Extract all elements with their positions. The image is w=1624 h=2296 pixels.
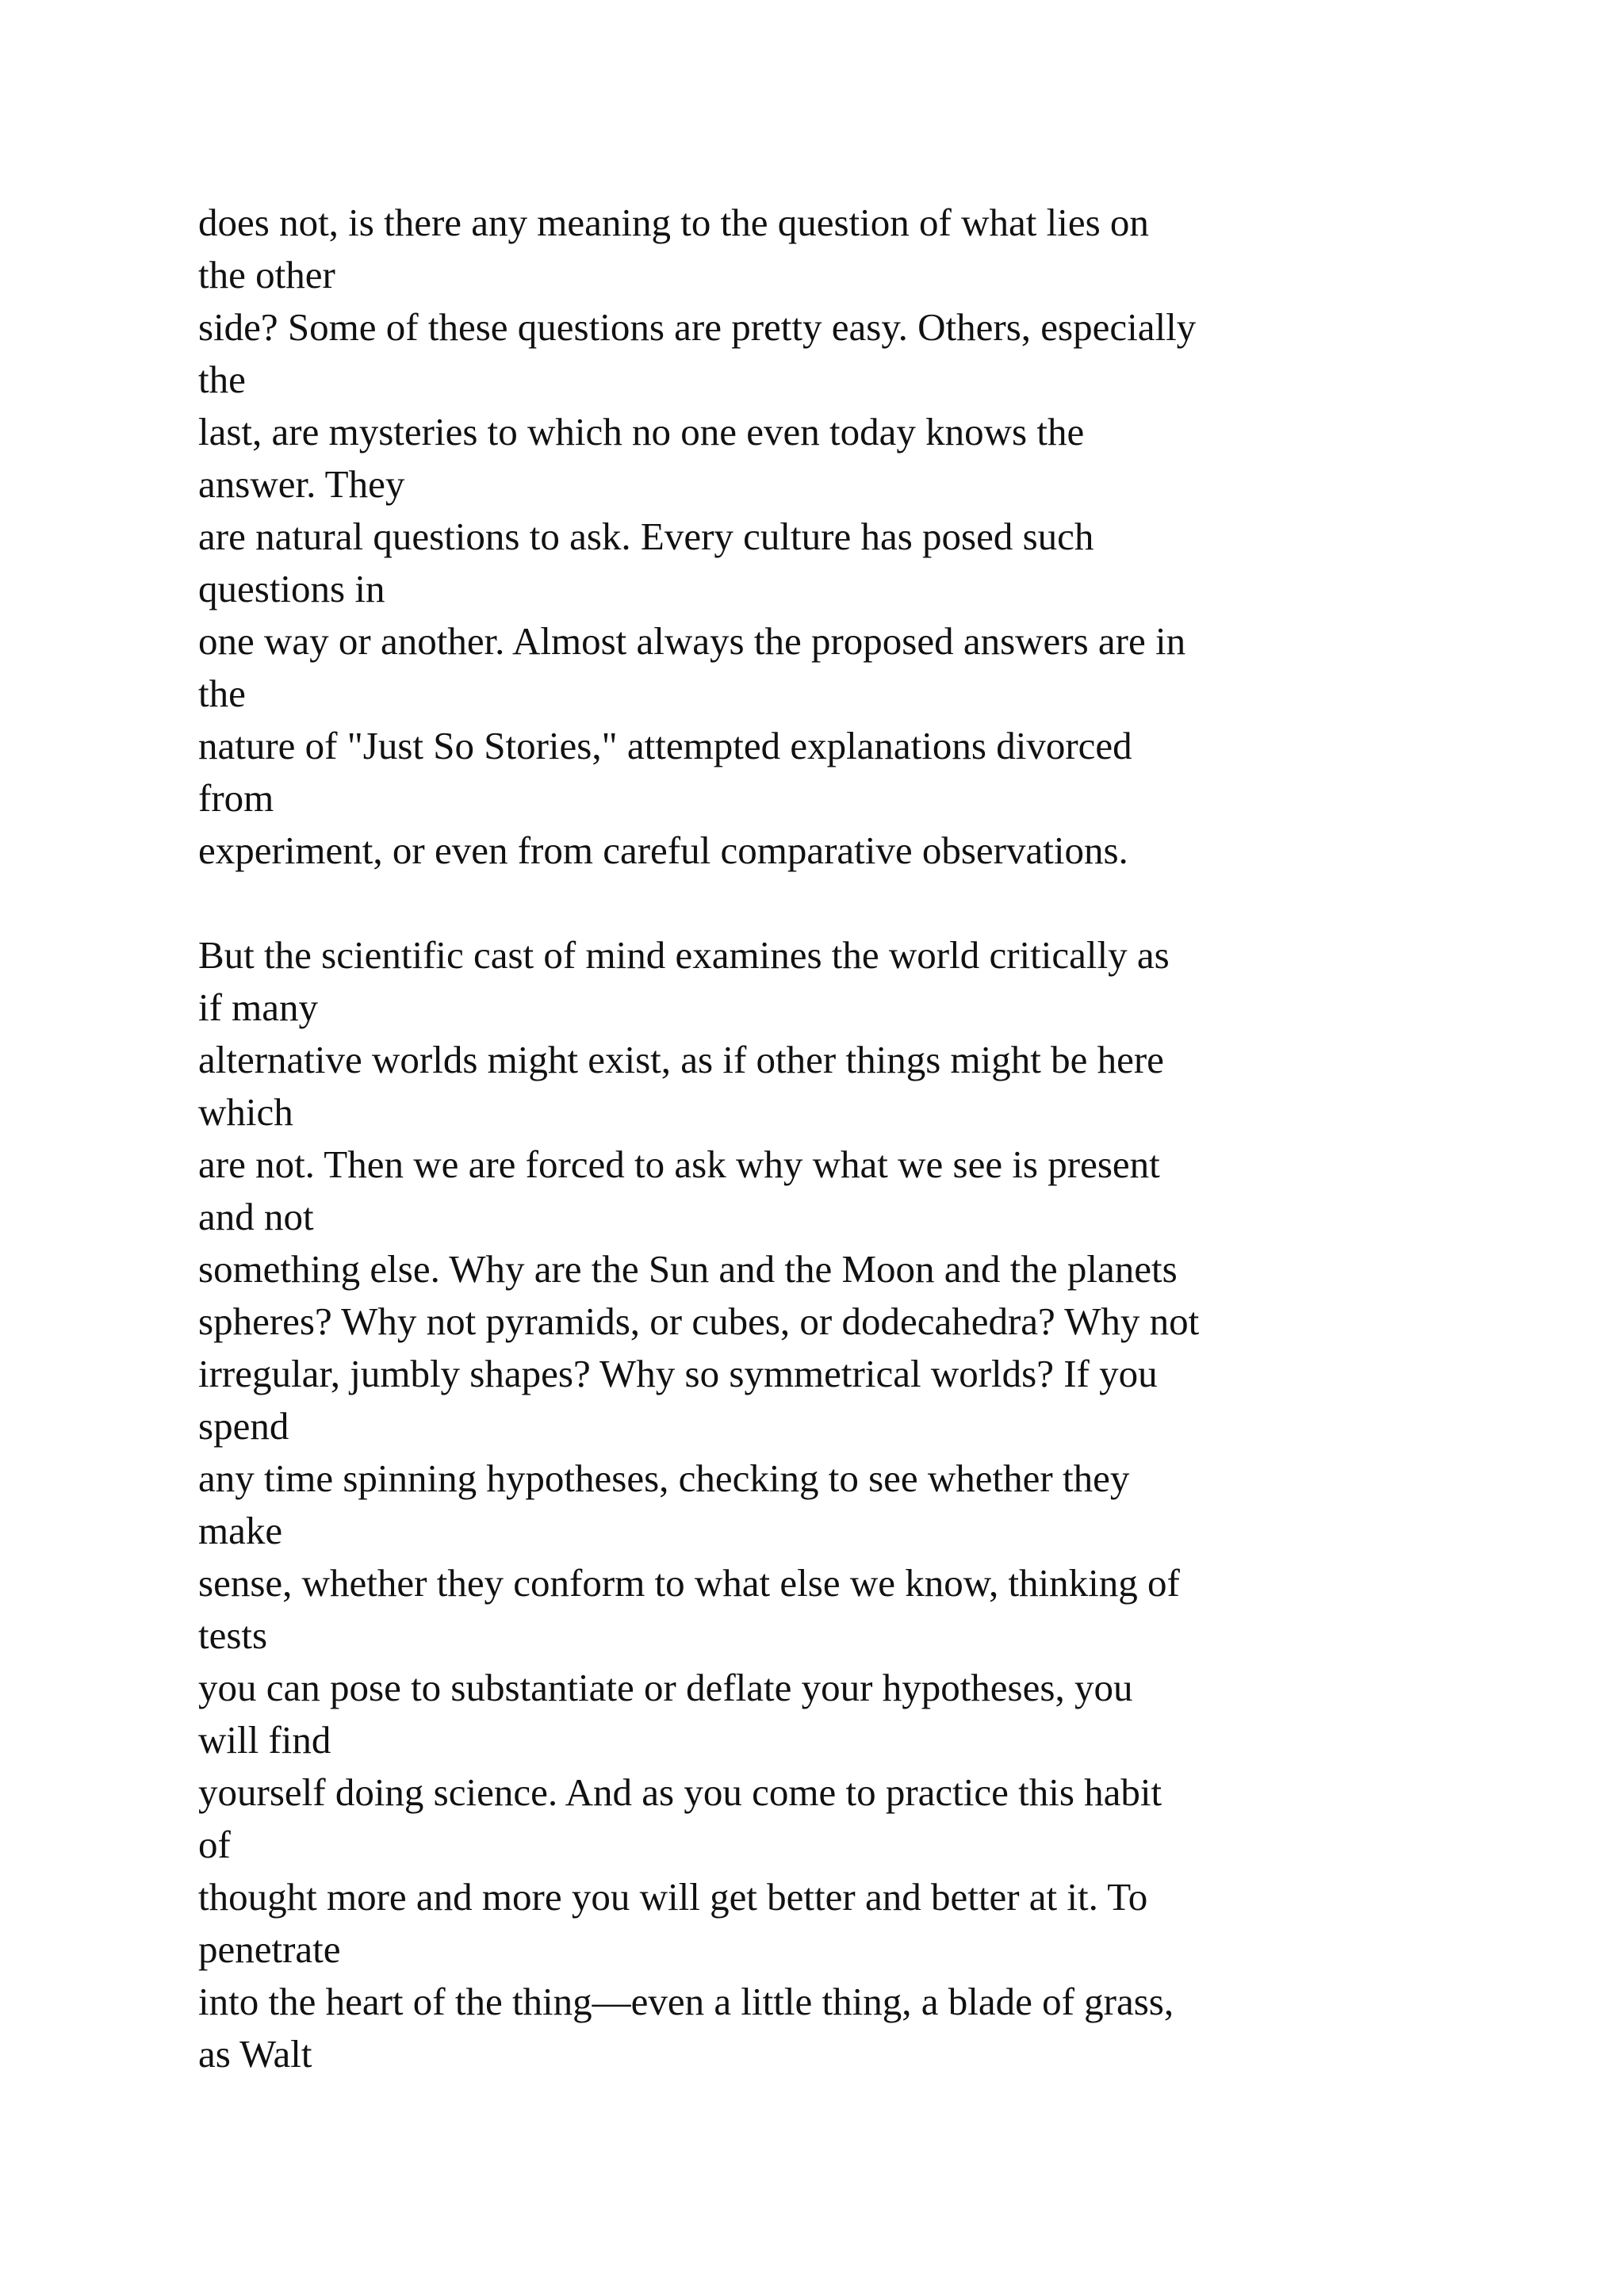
text-line: and not — [198, 1195, 314, 1238]
text-line: from — [198, 776, 274, 820]
text-line: make — [198, 1509, 283, 1552]
text-line: if many — [198, 985, 319, 1029]
text-line: as Walt — [198, 2032, 312, 2076]
text-line: spend — [198, 1404, 289, 1448]
text-line: the — [198, 358, 246, 401]
text-line: which — [198, 1090, 293, 1134]
text-line: last, are mysteries to which no one even today knows the — [198, 410, 1085, 453]
text-line: side? Some of these questions are pretty easy. Others, especially — [198, 305, 1197, 349]
text-line: any time spinning hypotheses, checking to see whether they — [198, 1456, 1130, 1500]
text-line: alternative worlds might exist, as if other things might be here — [198, 1038, 1164, 1081]
text-line: questions in — [198, 567, 385, 610]
text-line: one way or another. Almost always the proposed answers are in — [198, 619, 1186, 663]
text-line: you can pose to substantiate or deflate your hypotheses, you — [198, 1666, 1133, 1709]
text-line: does not, is there any meaning to the question of what lies on — [198, 201, 1149, 244]
text-line: tests — [198, 1613, 268, 1657]
paragraph-2 — [198, 929, 1546, 2080]
text-line: of — [198, 1823, 231, 1866]
text-line: are not. Then we are forced to ask why what we see is present — [198, 1142, 1160, 1186]
text-line: But the scientific cast of mind examines the world critically as — [198, 933, 1170, 977]
text-line: the other — [198, 253, 335, 297]
text-line: will find — [198, 1718, 331, 1762]
text-line: nature of "Just So Stories," attempted explanations divorced — [198, 724, 1132, 767]
text-line: thought more and more you will get better and better at it. To — [198, 1875, 1148, 1919]
paragraph-1 — [198, 197, 1546, 877]
text-line: yourself doing science. And as you come to practice this habit — [198, 1770, 1162, 1814]
text-line: sense, whether they conform to what else we know, thinking of — [198, 1561, 1180, 1605]
text-line: experiment, or even from careful comparative observations. — [198, 828, 1128, 872]
text-line: spheres? Why not pyramids, or cubes, or dodecahedra? Why not — [198, 1299, 1200, 1343]
document-body — [198, 197, 1546, 2080]
text-line: irregular, jumbly shapes? Why so symmetrical worlds? If you — [198, 1352, 1158, 1395]
text-line: are natural questions to ask. Every culture has posed such — [198, 515, 1094, 558]
text-line: into the heart of the thing—even a little thing, a blade of grass, — [198, 1980, 1174, 2023]
paragraph-gap — [198, 877, 1546, 929]
text-line: something else. Why are the Sun and the Moon and the planets — [198, 1247, 1178, 1291]
text-line: answer. They — [198, 462, 405, 506]
text-line: the — [198, 672, 246, 715]
text-line: penetrate — [198, 1927, 341, 1971]
